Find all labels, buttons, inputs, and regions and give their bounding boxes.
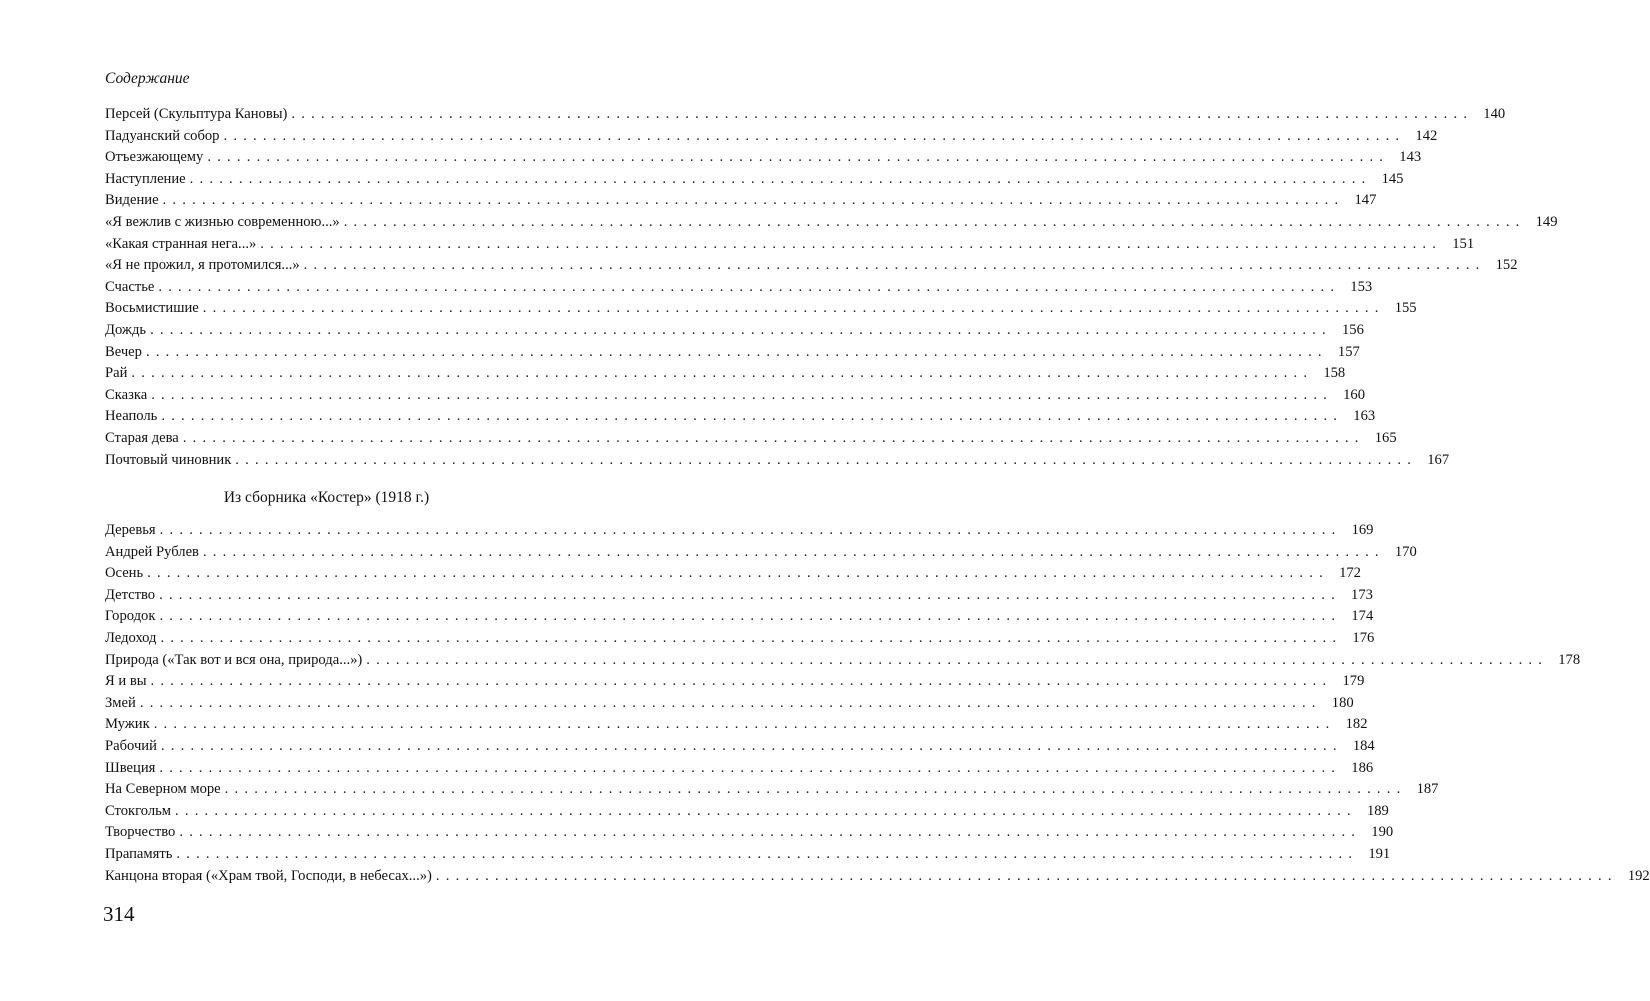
toc-entry-page: 169 — [1351, 522, 1374, 538]
toc-entry — [105, 563, 1361, 585]
toc-entry — [105, 801, 1389, 823]
toc-entry-page: 163 — [1353, 408, 1376, 425]
toc-entry-page: 167 — [1427, 451, 1450, 468]
toc-entry-page: 176 — [1352, 629, 1375, 646]
dot-leader: ........................................................................................................................ — [158, 278, 1341, 295]
toc-entry-title: Сказка — [105, 386, 148, 403]
toc-entry-page: 191 — [1368, 845, 1391, 862]
toc-entry — [105, 693, 1354, 715]
toc-entry — [105, 212, 1558, 234]
dot-leader: ........................................................................................................................ — [151, 386, 1334, 403]
toc-entry — [105, 126, 1438, 148]
dot-leader: ........................................................................................................................ — [235, 451, 1418, 468]
toc-entry-page: 190 — [1371, 824, 1394, 841]
dot-leader: ........................................................................................................................ — [160, 737, 1343, 754]
section-heading: Из сборника «Костер» (1918 г.) — [223, 489, 430, 506]
toc-entry-page: 153 — [1350, 278, 1373, 295]
toc-entry — [105, 169, 1404, 191]
toc-entry — [105, 758, 1374, 780]
toc-entry — [105, 844, 1391, 866]
dot-leader: ........................................................................................................................ — [160, 629, 1343, 646]
toc-entry-title: Стокгольм — [105, 802, 172, 819]
toc-entry — [105, 520, 1374, 542]
toc-entry — [105, 234, 1475, 256]
toc-entry-title: Старая дева — [105, 429, 179, 446]
toc-entry-title: Вечер — [105, 343, 142, 360]
page-number: 314 — [103, 902, 135, 926]
toc-entry-title: Деревья — [105, 522, 156, 538]
toc-entry-title: Почтовый чиновник — [105, 451, 232, 468]
toc-entry — [105, 542, 1417, 564]
toc-entry — [105, 606, 1374, 628]
toc-entry — [105, 822, 1394, 844]
toc-entry — [105, 628, 1375, 650]
toc-entry — [105, 650, 1581, 672]
dot-leader: ........................................................................................................................ — [131, 365, 1314, 382]
dot-leader: ........................................................................................................................ — [223, 127, 1406, 144]
toc-entry-title: Городок — [105, 608, 156, 625]
dot-leader: ........................................................................................................................ — [179, 824, 1362, 841]
dot-leader: ........................................................................................................................ — [176, 845, 1359, 862]
toc-entry-title: Швеция — [105, 759, 156, 776]
toc-entry-page: 180 — [1331, 694, 1354, 711]
dot-leader: ........................................................................................................................ — [202, 543, 1385, 560]
dot-leader: ........................................................................................................................ — [303, 257, 1486, 274]
toc-entry-title: «Я не прожил, я протомился...» — [105, 257, 300, 274]
dot-leader: ........................................................................................................................ — [161, 408, 1344, 425]
toc-entry-page: 178 — [1558, 651, 1581, 668]
toc-entry-page: 143 — [1399, 149, 1422, 166]
toc-entry-page: 179 — [1342, 673, 1365, 690]
toc-entry-page: 182 — [1345, 716, 1368, 733]
toc-entry — [105, 779, 1439, 801]
toc-entry-page: 155 — [1394, 300, 1417, 317]
toc-entry — [105, 585, 1373, 607]
toc-entry-page: 172 — [1339, 565, 1361, 582]
toc-list-part-1 — [105, 104, 1558, 471]
dot-leader: ........................................................................................................................ — [435, 867, 1618, 884]
dot-leader: ........................................................................................................................ — [153, 716, 1336, 733]
toc-entry — [105, 385, 1366, 407]
toc-entry-title: Я и вы — [105, 673, 147, 690]
toc-entry-page: 147 — [1354, 192, 1377, 209]
dot-leader: ........................................................................................................................ — [139, 694, 1322, 711]
dot-leader: ........................................................................................................................ — [260, 235, 1443, 252]
toc-entry-title: Мужик — [105, 716, 150, 733]
toc-entry — [105, 736, 1375, 758]
toc-entry-title: Андрей Рублев — [105, 543, 199, 560]
toc-entry — [105, 104, 1506, 126]
toc-entry — [105, 671, 1365, 693]
toc-entry — [105, 866, 1650, 888]
toc-entry-page: 152 — [1495, 257, 1518, 274]
dot-leader: ........................................................................................................................ — [150, 673, 1333, 690]
dot-leader: ........................................................................................................................ — [145, 343, 1328, 360]
toc-entry — [105, 147, 1422, 169]
toc-entry-page: 142 — [1415, 127, 1438, 144]
toc-entry-title: Рай — [105, 365, 128, 382]
toc-entry-title: Падуанский собор — [105, 127, 220, 144]
toc-entry — [105, 320, 1364, 342]
dot-leader: ........................................................................................................................ — [159, 759, 1342, 776]
toc-entry-title: Прапамять — [105, 845, 173, 862]
toc-entry-page: 165 — [1374, 429, 1397, 446]
toc-entry-title: Отъезжающему — [105, 149, 204, 166]
toc-entry-page: 174 — [1351, 608, 1374, 625]
toc-entry-title: Канцона вторая («Храм твой, Господи, в небесах...») — [105, 867, 432, 884]
dot-leader: ........................................................................................................................ — [159, 586, 1341, 603]
toc-entry-title: Видение — [105, 192, 159, 209]
toc-entry-page: 149 — [1535, 213, 1558, 230]
toc-entry — [105, 298, 1417, 320]
toc-entry-title: Восьмистишие — [105, 300, 199, 317]
toc-entry-page: 170 — [1394, 543, 1417, 560]
dot-leader: ........................................................................................................................ — [162, 192, 1345, 209]
dot-leader: ........................................................................................................................ — [147, 565, 1329, 582]
toc-entry — [105, 428, 1397, 450]
dot-leader: ........................................................................................................................ — [175, 802, 1357, 819]
toc-entry-title: Счастье — [105, 278, 155, 295]
dot-leader: ........................................................................................................................ — [291, 106, 1474, 122]
toc-entry — [105, 363, 1346, 385]
toc-entry-page: 140 — [1483, 106, 1506, 122]
dot-leader: ........................................................................................................................ — [207, 149, 1390, 166]
toc-entry-page: 184 — [1352, 737, 1375, 754]
dot-leader: ........................................................................................................................ — [150, 321, 1332, 338]
toc-entry — [105, 190, 1377, 212]
dot-leader: ........................................................................................................................ — [189, 170, 1372, 187]
toc-list-part-2 — [105, 520, 1650, 887]
toc-entry — [105, 255, 1518, 277]
toc-entry-page: 189 — [1366, 802, 1389, 819]
toc-entry-title: Рабочий — [105, 737, 157, 754]
toc-entry-title: Ледоход — [105, 629, 157, 646]
toc-entry-title: Змей — [105, 694, 136, 711]
toc-entry — [105, 277, 1373, 299]
dot-leader: ........................................................................................................................ — [159, 522, 1342, 538]
toc-entry-page: 160 — [1343, 386, 1366, 403]
toc-entry-title: На Северном море — [105, 781, 221, 798]
dot-leader: ........................................................................................................................ — [224, 781, 1407, 798]
toc-entry — [105, 406, 1376, 428]
dot-leader: ........................................................................................................................ — [343, 213, 1526, 230]
toc-entry-title: Детство — [105, 586, 156, 603]
dot-leader: ........................................................................................................................ — [366, 651, 1549, 668]
toc-entry-title: «Я вежлив с жизнью современною...» — [105, 213, 340, 230]
toc-entry-page: 151 — [1452, 235, 1475, 252]
toc-entry-title: Дождь — [105, 321, 147, 338]
toc-entry-title: Осень — [105, 565, 144, 582]
running-head: Содержание — [105, 70, 190, 87]
toc-entry-title: Персей (Скульптура Кановы) — [105, 106, 288, 122]
toc-entry-title: Творчество — [105, 824, 176, 841]
toc-entry-page: 157 — [1337, 343, 1360, 360]
toc-entry-title: Наступление — [105, 170, 186, 187]
toc-entry-title: Неаполь — [105, 408, 158, 425]
dot-leader: ........................................................................................................................ — [182, 429, 1365, 446]
toc-entry-title: «Какая странная нега...» — [105, 235, 257, 252]
toc-entry-title: Природа («Так вот и вся она, природа...») — [105, 651, 363, 668]
toc-entry — [105, 714, 1368, 736]
toc-entry — [105, 342, 1360, 364]
toc-entry-page: 192 — [1627, 867, 1650, 884]
dot-leader: ........................................................................................................................ — [202, 300, 1385, 317]
dot-leader: ........................................................................................................................ — [159, 608, 1342, 625]
toc-entry-page: 173 — [1351, 586, 1373, 603]
toc-entry — [105, 450, 1450, 472]
toc-entry-page: 158 — [1323, 365, 1346, 382]
toc-entry-page: 186 — [1351, 759, 1374, 776]
toc-entry-page: 145 — [1381, 170, 1404, 187]
toc-entry-page: 156 — [1341, 321, 1364, 338]
toc-entry-page: 187 — [1416, 781, 1439, 798]
